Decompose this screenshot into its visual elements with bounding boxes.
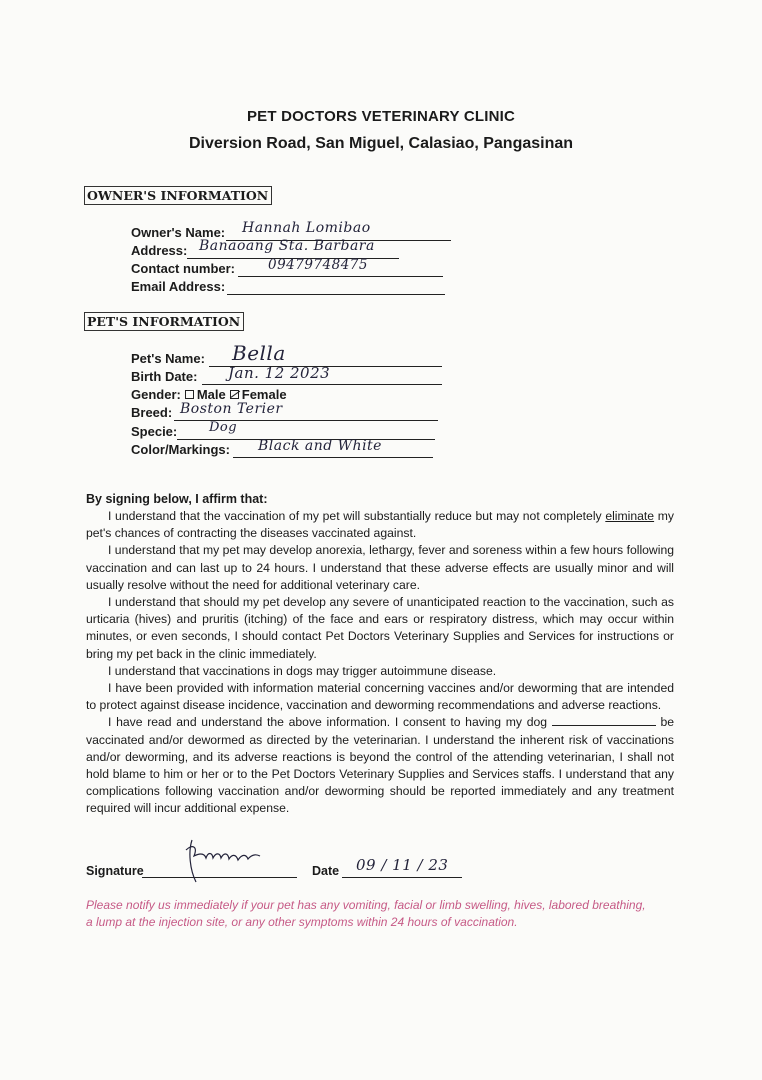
affirm-paragraph-4: I understand that vaccinations in dogs may trigger autoimmune disease. xyxy=(108,663,497,678)
address-label: Address: xyxy=(131,243,188,258)
affirm-paragraph-3: I understand that should my pet develop any severe of unanticipated reaction to the vaccination, such as urticaria (hives) and pruritis (itching) of the face and ears or respiratory distress, which may occur within minutes, or even seconds, I should contact Pet Doctors Veterinary Supplies and Services for instructions or bring my pet back in the clinic immediately. xyxy=(86,595,674,661)
owner-section-header: OWNER'S INFORMATION xyxy=(84,186,272,205)
date-line[interactable] xyxy=(342,877,462,878)
gender-field xyxy=(131,387,287,402)
date-value[interactable]: 09 / 11 / 23 xyxy=(356,856,449,874)
address-value[interactable]: Banaoang Sta. Barbara xyxy=(199,238,375,254)
pet-name-label: Pet's Name: xyxy=(131,351,205,366)
contact-value[interactable]: 09479748475 xyxy=(268,257,368,273)
contact-line xyxy=(238,276,443,277)
pet-name-value[interactable]: Bella xyxy=(232,341,286,365)
breed-label: Breed: xyxy=(131,405,173,420)
color-label: Color/Markings: xyxy=(131,442,230,457)
affirm-paragraph-2: I understand that my pet may develop anorexia, lethargy, fever and soreness within a few hours following vaccination and can last up to 24 hours. I understand that these adverse effects are usually minor and will usually resolve without the need for additional veterinary care. xyxy=(86,543,674,592)
owner-name-label: Owner's Name: xyxy=(131,225,226,240)
email-label: Email Address: xyxy=(131,279,226,294)
dog-name-blank[interactable] xyxy=(552,715,656,726)
affirm-paragraph-5: I have been provided with information material concerning vaccines and/or deworming that are intended to protect against disease incidence, vaccination and deworming recommendations and adverse reactions. xyxy=(86,681,674,713)
clinic-name: PET DOCTORS VETERINARY CLINIC xyxy=(246,108,516,125)
affirm-heading: By signing below, I affirm that: xyxy=(86,492,268,506)
birth-date-label: Birth Date: xyxy=(131,369,198,384)
birth-date-value[interactable]: Jan. 12 2023 xyxy=(228,364,331,382)
male-option-label: Male xyxy=(196,387,226,402)
eliminate-word: eliminate xyxy=(605,509,655,523)
color-line xyxy=(233,457,433,458)
post-vaccination-notice: Please notify us immediately if your pet has any vomiting, facial or limb swelling, hives, labored breathing, a lump at the injection site, or any other symptoms within 24 hours of vaccination. xyxy=(86,898,646,929)
signature-label: Signature xyxy=(86,864,144,878)
male-checkbox[interactable] xyxy=(185,390,194,399)
breed-value[interactable]: Boston Terier xyxy=(180,401,283,417)
signature-drawing xyxy=(178,832,268,892)
date-label: Date xyxy=(312,864,340,878)
color-value[interactable]: Black and White xyxy=(258,438,382,454)
email-line xyxy=(227,294,445,295)
gender-label: Gender: xyxy=(131,387,181,402)
specie-value[interactable]: Dog xyxy=(209,420,238,435)
affirm-body xyxy=(86,508,674,818)
specie-label: Specie: xyxy=(131,424,178,439)
contact-label: Contact number: xyxy=(131,261,235,276)
female-option-label: Female xyxy=(241,387,287,402)
pet-section-header: PET'S INFORMATION xyxy=(84,312,244,331)
owner-name-value[interactable]: Hannah Lomibao xyxy=(242,220,371,236)
affirm-paragraph-1: I understand that the vaccination of my pet will substantially reduce but may not completely eliminate my pet's chances of contracting the diseases vaccinated against. xyxy=(86,509,675,541)
birth-date-line xyxy=(202,384,442,385)
female-checkbox[interactable] xyxy=(230,390,239,399)
clinic-address: Diversion Road, San Miguel, Calasiao, Pangasinan xyxy=(188,135,574,152)
affirm-paragraph-6: I have read and understand the above information. I consent to having my dog be vaccinated and/or dewormed as directed by the veterinarian. I understand the inherent risk of vaccinations and/or deworming, and its adverse reactions is beyond the control of the attending veterinarian, I shall not hold blame to him or her or to the Pet Doctors Veterinary Supplies and Services staffs. I understand that any complications following vaccination and/or deworming should be reported immediately and any treatment required will incur additional expense. xyxy=(86,715,674,816)
